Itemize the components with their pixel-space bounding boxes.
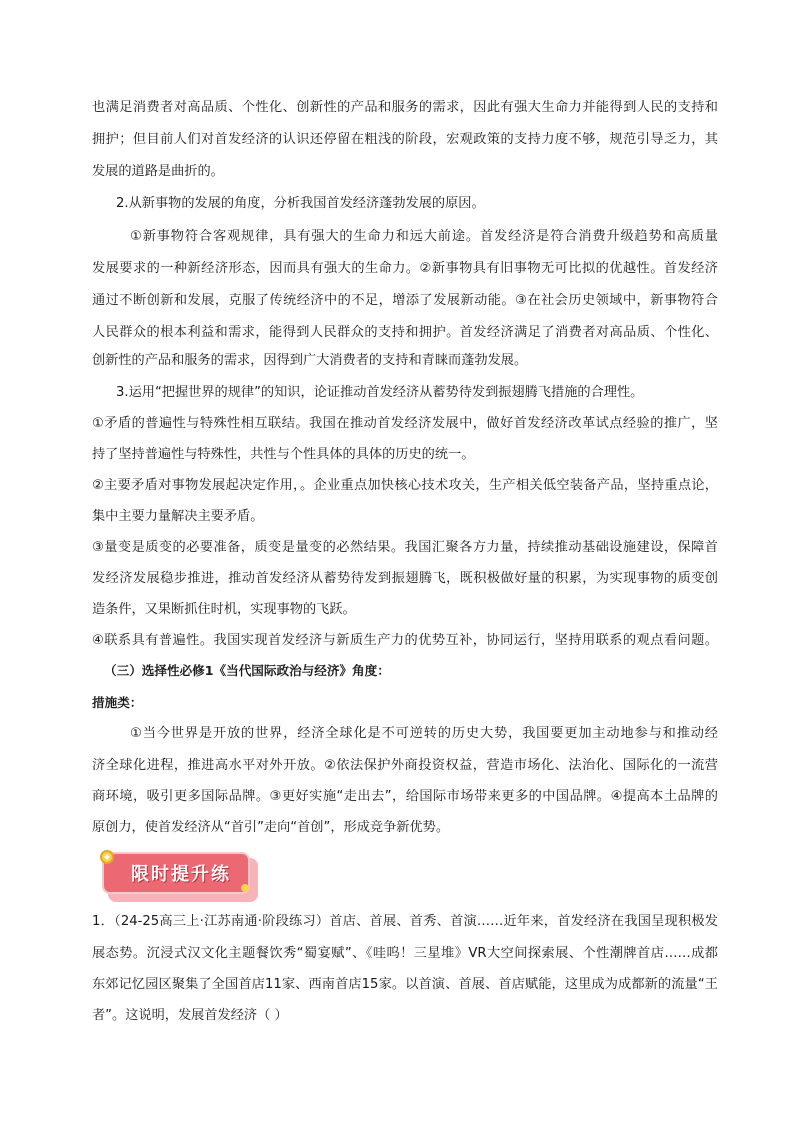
question-2-answer-line: 创新性的产品和服务的需求，因得到广大消费者的支持和青睐而蓬勃发展。 [92, 353, 528, 368]
section-3-answer-line: ①当今世界是开放的世界，经济全球化是不可逆转的历史大势，我国要更加主动地参与和推动经 [130, 726, 718, 741]
section-3-answer-line: 济全球化进程，推进高水平对外开放。②依法保护外商投资权益，营造市场化、法治化、国际化的一流营 [92, 758, 718, 773]
question-3-point-3-line: ③量变是质变的必要准备，质变是量变的必然结果。我国汇聚各方力量，持续推动基础设施建设，保障首 [92, 540, 718, 555]
question-3-point-2-line: ②主要矛盾对事物发展起决定作用，。企业重点加快核心技术攻关，生产相关低空装备产品，坚持重点论， [92, 478, 718, 493]
badge-text: 限时提升练 [131, 864, 231, 885]
section-3-heading: （三）选择性必修1《当代国际政治与经济》角度： [104, 663, 390, 678]
question-3-point-4-line: ④联系具有普遍性。我国实现首发经济与新质生产力的优势互补，协同运行，坚持用联系的观点看问题。 [92, 633, 718, 648]
section-3-answer-line: 商环境，吸引更多国际品牌。③更好实施“走出去”，给国际市场带来更多的中国品牌。④提高本土品牌的 [92, 789, 718, 804]
intro-line: 拥护；但目前人们对首发经济的认识还停留在粗浅的阶段，宏观政策的支持力度不够，规范引导乏力，其 [92, 132, 718, 147]
exercise-1-line: 展态势。沉浸式汉文化主题餐饮秀“蜀宴赋”、《哇呜！三星堆》VR大空间探索展、个性潮牌首店……成都 [92, 946, 718, 961]
question-2-answer-line: 人民群众的根本利益和需求，能得到人民群众的支持和拥护。首发经济满足了消费者对高品质、个性化、 [92, 325, 718, 340]
question-2-title: 2.从新事物的发展的角度，分析我国首发经济蓬勃发展的原因。 [116, 196, 485, 211]
exercise-1-line: 者”。这说明，发展首发经济（ ） [92, 1008, 288, 1023]
question-2-answer-line: 发展要求的一种新经济形态，因而具有强大的生命力。②新事物具有旧事物无可比拟的优越性。首发经济 [92, 261, 718, 276]
question-3-point-1-line: ①矛盾的普遍性与特殊性相互联结。我国在推动首发经济发展中，做好首发经济改革试点经验的推广，坚 [92, 416, 718, 431]
question-3-title: 3.运用“把握世界的规律”的知识，论证推动首发经济从蓄势待发到振翅腾飞措施的合理性。 [116, 385, 644, 400]
question-3-point-1-line: 持了坚持普遍性与特殊性，共性与个性具体的具体的历史的统一。 [92, 447, 475, 462]
badge-dot-icon [241, 884, 249, 892]
question-2-answer-line: 通过不断创新和发展，克服了传统经济中的不足，增添了发展新动能。③在社会历史领域中，新事物符合 [92, 293, 718, 308]
badge-dot-icon [100, 850, 114, 864]
measures-label: 措施类： [92, 695, 143, 710]
question-3-point-2-line: 集中主要力量解决主要矛盾。 [92, 509, 264, 524]
question-3-point-3-line: 造条件，又果断抓住时机，实现事物的飞跃。 [92, 602, 356, 617]
question-3-point-3-line: 发经济发展稳步推进，推动首发经济从蓄势待发到振翅腾飞，既积极做好量的积累，为实现事物的质变创 [92, 571, 718, 586]
intro-line: 发展的道路是曲折的。 [92, 164, 224, 179]
question-2-answer-line: ①新事物符合客观规律，具有强大的生命力和远大前途。首发经济是符合消费升级趋势和高质量 [130, 229, 718, 244]
practice-badge [102, 852, 250, 894]
intro-line: 也满足消费者对高品质、个性化、创新性的产品和服务的需求，因此有强大生命力并能得到人民的支持和 [92, 100, 718, 115]
exercise-1-line: 1．（24-25高三上·江苏南通·阶段练习）首店、首展、首秀、首演……近年来，首发经济在我国呈现积极发 [92, 914, 718, 929]
section-3-answer-line: 原创力，使首发经济从“首引”走向“首创”，形成竞争新优势。 [92, 820, 450, 835]
exercise-1-line: 东郊记忆园区聚集了全国首店11家、西南首店15家。以首演、首展、首店赋能，这里成为成都新的流量“王 [92, 977, 718, 992]
